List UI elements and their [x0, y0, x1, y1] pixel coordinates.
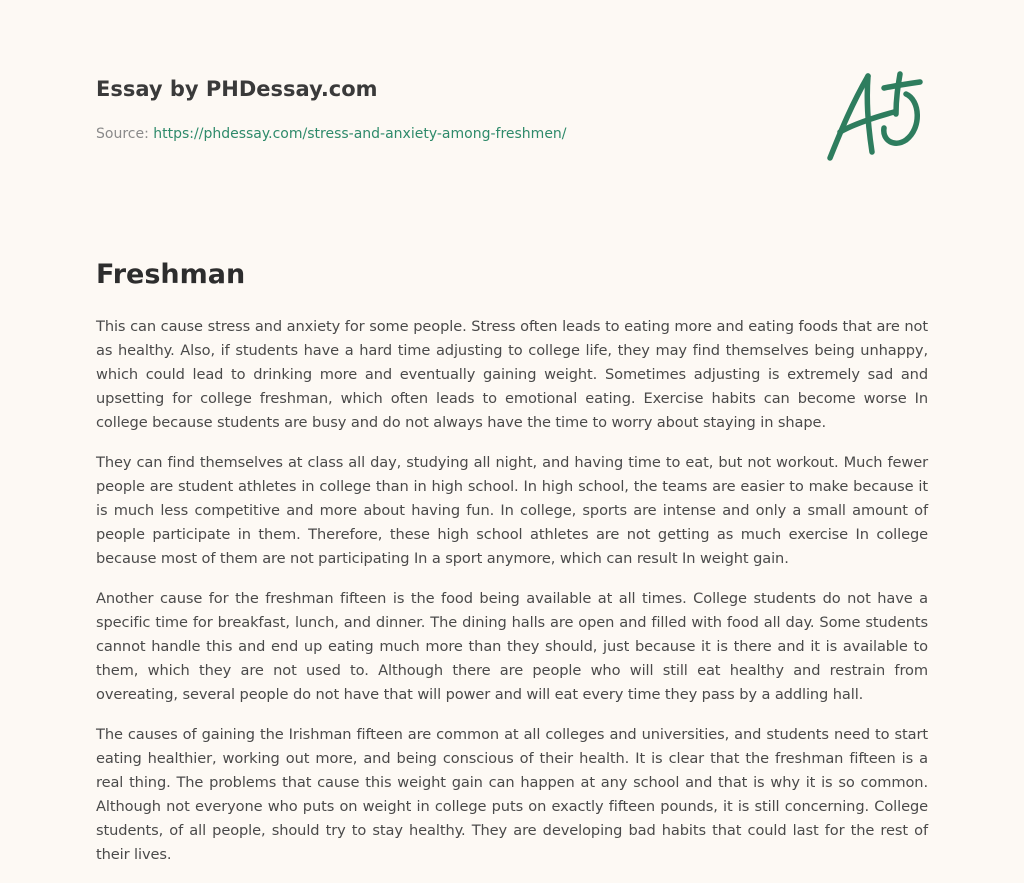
source-line: [96, 124, 796, 144]
a-plus-grade-icon: [822, 66, 932, 166]
essay-paragraph: They can find themselves at class all day, studying all night, and having time to eat, but not workout. Much fewer people are student athletes in college than in high school. In high school, the teams are easier to make because it is much less competitive and more about having fun. In college, sports are intense and only a small amount of people participate in them. Therefore, these high school athletes are not getting as much exercise In college because most of them are not participating In a sport anymore, which can result In weight gain.: [96, 454, 928, 567]
essay-paragraph: Another cause for the freshman fifteen is the food being available at all times. College students do not have a specific time for breakfast, lunch, and dinner. The dining halls are open and filled with food all day. Some students cannot handle this and end up eating much more than they should, just because it is there and it is available to them, which they are not used to. Although there are people who will still eat healthy and restrain from overeating, several people do not have that will power and will eat every time they pass by a addling hall.: [96, 590, 928, 703]
source-label: Source:: [96, 126, 149, 142]
essay-paragraph: This can cause stress and anxiety for some people. Stress often leads to eating more and eating foods that are not as healthy. Also, if students have a hard time adjusting to college life, they may find themselves being unhappy, which could lead to drinking more and eventually gaining weight. Sometimes adjusting is extremely sad and upsetting for college freshman, which often leads to emotional eating. Exercise habits can become worse In college because students are busy and do not always have the time to worry about staying in shape.: [96, 318, 928, 431]
source-link[interactable]: https://phdessay.com/stress-and-anxiety-among-freshmen/: [153, 126, 567, 142]
essay-title: Freshman: [96, 259, 246, 290]
page-header: [96, 74, 796, 144]
essay-body: [96, 315, 928, 883]
site-title: Essay by PHDessay.com: [96, 77, 378, 101]
essay-paragraph: The causes of gaining the Irishman fifteen are common at all colleges and universities, and students need to start eating healthier, working out more, and being conscious of their health. It is clear that the freshman fifteen is a real thing. The problems that cause this weight gain can happen at any school and that is why it is so common. Although not everyone who puts on weight in college puts on exactly fifteen pounds, it is still concerning. College students, of all people, should try to stay healthy. They are developing bad habits that could last for the rest of their lives.: [96, 726, 928, 863]
